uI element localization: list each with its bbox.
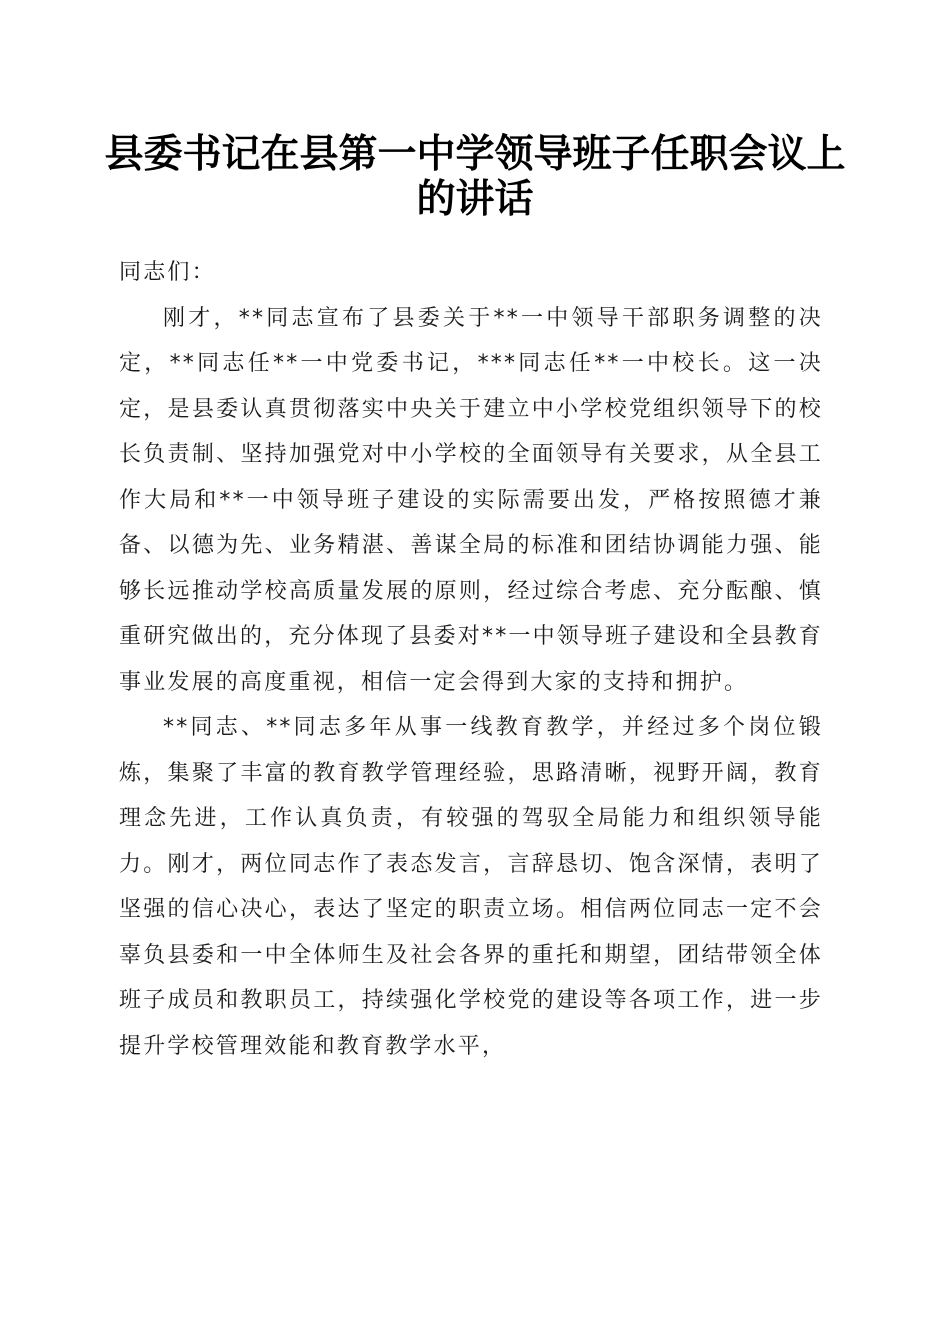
paragraph-2: **同志、**同志多年从事一线教育教学，并经过多个岗位锻炼，集聚了丰富的教育教学管理经验，思路清晰，视野开阔，教育理念先进，工作认真负责，有较强的驾驭全局能力和组织领导能力。刚才，两位同志作了表态发言，言辞恳切、饱含深情，表明了坚强的信心决心，表达了坚定的职责立场。相信两位同志一定不会辜负县委和一中全体师生及社会各界的重托和期望，团结带领全体班子成员和教职员工，持续强化学校党的建设等各项工作，进一步提升学校管理效能和教育教学水平， [119,715,823,1059]
paragraph-1: 刚才，**同志宣布了县委关于**一中领导干部职务调整的决定，**同志任**一中党委书记，***同志任**一中校长。这一决定，是县委认真贯彻落实中央关于建立中小学校党组织领导下的校长负责制、坚持加强党对中小学校的全面领导有关要求，从全县工作大局和**一中领导班子建设的实际需要出发，严格按照德才兼备、以德为先、业务精湛、善谋全局的标准和团结协调能力强、能够长远推动学校高质量发展的原则，经过综合考虑、充分酝酿、慎重研究做出的，充分体现了县委对**一中领导班子建设和全县教育事业发展的高度重视，相信一定会得到大家的支持和拥护。 [119,305,824,695]
salutation: 同志们： [119,260,216,285]
document-body [119,250,823,1069]
document-title: 县委书记在县第一中学领导班子任职会议上的讲话 [104,131,846,222]
